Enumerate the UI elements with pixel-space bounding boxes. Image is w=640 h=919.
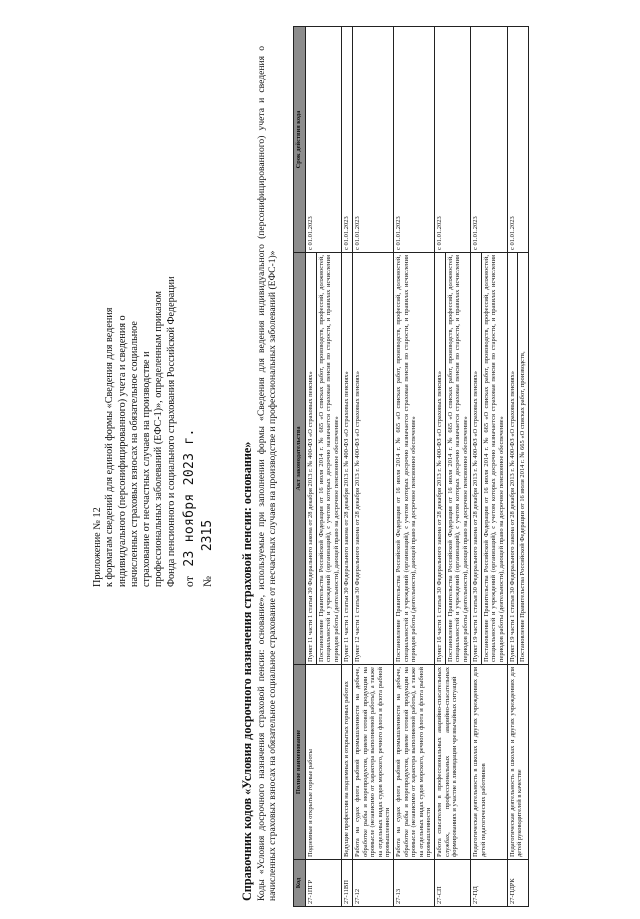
appendix-line: страхование от несчастных случаев на производстве и <box>141 351 153 587</box>
row-acts <box>393 253 434 665</box>
row-act: Пункт 19 части 1 статьи 30 Федерального закона от 28 декабря 2013 г. № 400-ФЗ «О страховых пенсиях» <box>508 370 516 662</box>
row-acts <box>306 253 342 665</box>
row-validity: с 01.01.2023 <box>434 27 470 253</box>
document-title: Справочник кодов «Условия досрочного назначения страховой пенсии: основание» <box>240 441 254 901</box>
row-name: Работа спасателем в профессиональных аварийно-спасательных службах, профессиональных аварийно-спасательных формированиях и участие в ликвидации чрезвычайных ситуаций <box>434 665 470 860</box>
row-act: Пункт 11 части 1 статьи 30 Федерального закона от 28 декабря 2013 г. № 400-ФЗ «О страховых пенсиях» <box>307 371 314 662</box>
appendix-line: Приложение № 12 <box>92 507 103 587</box>
table-row <box>306 27 342 907</box>
order-number-value: 2315 <box>200 519 216 552</box>
row-act: Постановление Правительства Российской Федерации от 16 июля 2014 г. № 665 «О списках работ, производств, профессий, должностей, специальностей и учреждений (организаций), с учетом которых досрочно назначается страховая пенсия по старости, и правилах исчисления периодов работы (деятельности), дающей право на досрочное пенсионное обеспечение» <box>446 255 469 662</box>
row-code: 27-11ВП <box>342 860 353 907</box>
header-code: Код <box>294 860 306 907</box>
appendix-line: начисленных страховых взносах на обязательное социальное <box>128 321 140 587</box>
appendix-header-block <box>92 147 215 587</box>
row-name: Подземные и открытые горные работы <box>306 665 342 860</box>
row-name: Ведущие профессии на подземных и открытых горных работах <box>342 665 353 860</box>
row-validity: с 01.01.2023 <box>352 27 393 253</box>
table-row <box>342 27 353 907</box>
codes-table <box>293 26 529 907</box>
row-act: Пункт 16 части 1 статьи 30 Федерального закона от 28 декабря 2013 г. № 400-ФЗ «О страховых пенсиях» <box>435 370 443 662</box>
appendix-line: индивидуального (персонифицированного) учета и сведения о <box>116 315 128 587</box>
row-acts <box>352 253 393 665</box>
row-act: Пункт 11 части 1 статьи 30 Федерального закона от 28 декабря 2013 г. № 400-ФЗ «О страховых пенсиях» <box>343 371 351 662</box>
row-code: 27-1ПГР <box>306 860 342 907</box>
document-intro: Коды «Условия досрочного назначения страховой пенсии: основание», используемые при заполнении формы «Сведения для ведения индивидуального (персонифицированного) учета и сведения о начисленных страховых взносах на обязательное социальное страхование от несчастных случаев на производстве и профессиональных заболеваний (ЕФС-1)» <box>256 46 279 901</box>
row-acts <box>471 253 507 665</box>
row-name: Работа на судах флота рыбной промышленности на добыче, обработке рыбы и морепродуктов, приеме готовой продукции на промысле (независимо от характера выполняемой работы), а также на отдельных видах судов морского, речного флота и флота рыбной промышленности <box>393 665 434 860</box>
row-act: Постановление Правительства Российской Федерации от 16 июля 2014 г. № 665 «О списках работ, производств, профессий, должностей, специальностей и учреждений (организаций), с учетом которых досрочно назначается страховая пенсия по старости, и правилах исчисления периодов работы (деятельности), дающей право на досрочное пенсионное обеспечение» <box>317 255 340 662</box>
order-date-prefix: от <box>184 575 197 587</box>
row-acts <box>342 253 353 665</box>
appendix-line: Фонда пенсионного и социального страхования Российской Федерации <box>165 276 177 587</box>
row-validity: с 01.01.2023 <box>306 27 342 253</box>
row-code: 27-СП <box>434 860 470 907</box>
row-acts <box>434 253 470 665</box>
table-row <box>393 27 434 907</box>
row-act: Пункт 19 части 1 статьи 30 Федерального закона от 28 декабря 2013 г. № 400-ФЗ «О страховых пенсиях» <box>472 370 480 662</box>
row-code: 27-12 <box>352 860 393 907</box>
row-acts <box>507 253 528 665</box>
order-date <box>184 147 196 587</box>
row-validity: с 01.01.2023 <box>342 27 353 253</box>
row-code: 27-ПД <box>471 860 507 907</box>
appendix-line: к форматам сведений для единой формы «Сведения для ведения <box>104 307 116 587</box>
row-name: Педагогическая деятельность в школах и других учреждениях для детей педагогических работников <box>471 665 507 860</box>
header-full-name: Полное наименование <box>294 665 306 860</box>
table-header-row <box>294 27 306 907</box>
order-date-value: 23 ноября 2023 г. <box>182 428 198 567</box>
row-code: 27-ПДРК <box>507 860 528 907</box>
row-validity: с 01.01.2023 <box>471 27 507 253</box>
row-act: Постановление Правительства Российской Федерации от 16 июля 2014 г. № 665 «О списках работ, производств, профессий, должностей, специальностей и учреждений (организаций), с учетом которых досрочно назначается страховая пенсия по старости, и правилах исчисления периодов работы (деятельности), дающей право на досрочное пенсионное обеспечение» <box>394 255 418 662</box>
row-name: Работа на судах флота рыбной промышленности на добыче, обработке рыбы и морепродуктов, приеме готовой продукции на промысле (независимо от характера выполняемой работы), а также на отдельных видах судов морского, речного флота и флота рыбной промышленности <box>352 665 393 860</box>
table-row <box>507 27 528 907</box>
header-validity: Срок действия кода <box>294 27 306 253</box>
table-row <box>471 27 507 907</box>
row-validity: с 01.01.2023 <box>393 27 434 253</box>
row-code: 27-13 <box>393 860 434 907</box>
appendix-line: профессиональных заболеваний (ЕФС-1)», определенным приказом <box>153 291 165 587</box>
row-act: Пункт 12 части 1 статьи 30 Федерального закона от 28 декабря 2013 г. № 400-ФЗ «О страховых пенсиях» <box>353 370 361 662</box>
header-legal-act: Акт законодательства <box>294 253 306 665</box>
table-row <box>434 27 470 907</box>
row-act: Постановление Правительства Российской Федерации от 16 июля 2014 г. № 665 «О списках работ, производств, профессий, должностей, специальностей и учреждений (организаций), с учетом которых досрочно назначается страховая пенсия по старости, и правилах исчисления периодов работы (деятельности), дающей право на досрочное пенсионное обеспечение» <box>482 255 506 662</box>
row-validity: с 01.01.2023 <box>507 27 528 253</box>
row-act: Постановление Правительства Российской Федерации от 16 июля 2014 г. № 665 «О списках работ, производств, <box>517 253 527 664</box>
table-row <box>352 27 393 907</box>
order-number <box>202 147 214 587</box>
order-number-prefix: № <box>202 576 215 587</box>
row-name: Педагогическая деятельность в школах и других учреждениях для детей руководителей в качестве <box>507 665 528 860</box>
